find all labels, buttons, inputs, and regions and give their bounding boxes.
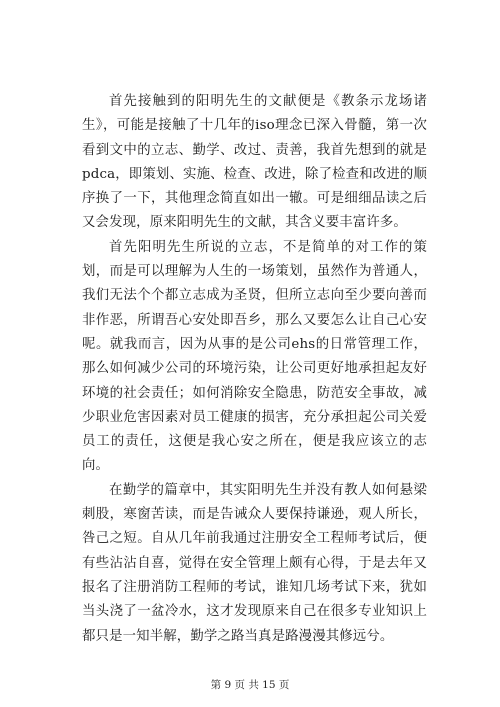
paragraph-2: 首先阳明先生所说的立志，不是简单的对工作的策划，而是可以理解为人生的一场策划，虽然作为普通人，我们无法个个都立志成为圣贤，但所立志向至少要向善而非作恶，所谓吾心安处即吾乡，那么又要怎么让自己心安呢。就我而言，因为从事的是公司ehs的日常管理工作，那么如何减少公司的环境污染，让公司更好地承担起友好环境的社会责任；如何消除安全隐患，防范安全事故，减少职业危害因素对员工健康的损害，充分承担起公司关爱员工的责任，这便是我心安之所在，便是我应该立的志向。 [82, 239, 427, 474]
paragraph-3: 在勤学的篇章中，其实阳明先生并没有教人如何悬梁刺股，寒窗苦读，而是告诫众人要保持谦逊，观人所长，咎己之短。自从几年前我通过注册安全工程师考试后，便有些沾沾自喜，觉得在安全管理上颇有心得，于是去年又报名了注册消防工程师的考试，谁知几场考试下来，犹如当头浇了一盆冷水，这才发现原来自己在很多专业知识上都只是一知半解，勤学之路当真是路漫漫其修远兮。 [82, 482, 427, 644]
paragraph-1: 首先接触到的阳明先生的文献便是《教条示龙场诸生》，可能是接触了十几年的iso理念已深入骨髓，第一次看到文中的立志、勤学、改过、责善，我首先想到的就是pdca，即策划、实施、检查、改进，除了检查和改进的顺序换了一下，其他理念简直如出一辙。可是细细品读之后又会发现，原来阳明先生的文献，其含义要丰富许多。 [82, 94, 427, 231]
document-body [82, 90, 427, 649]
page-number-label: 第 9 页 共 15 页 [210, 679, 290, 691]
page-footer [0, 677, 500, 692]
